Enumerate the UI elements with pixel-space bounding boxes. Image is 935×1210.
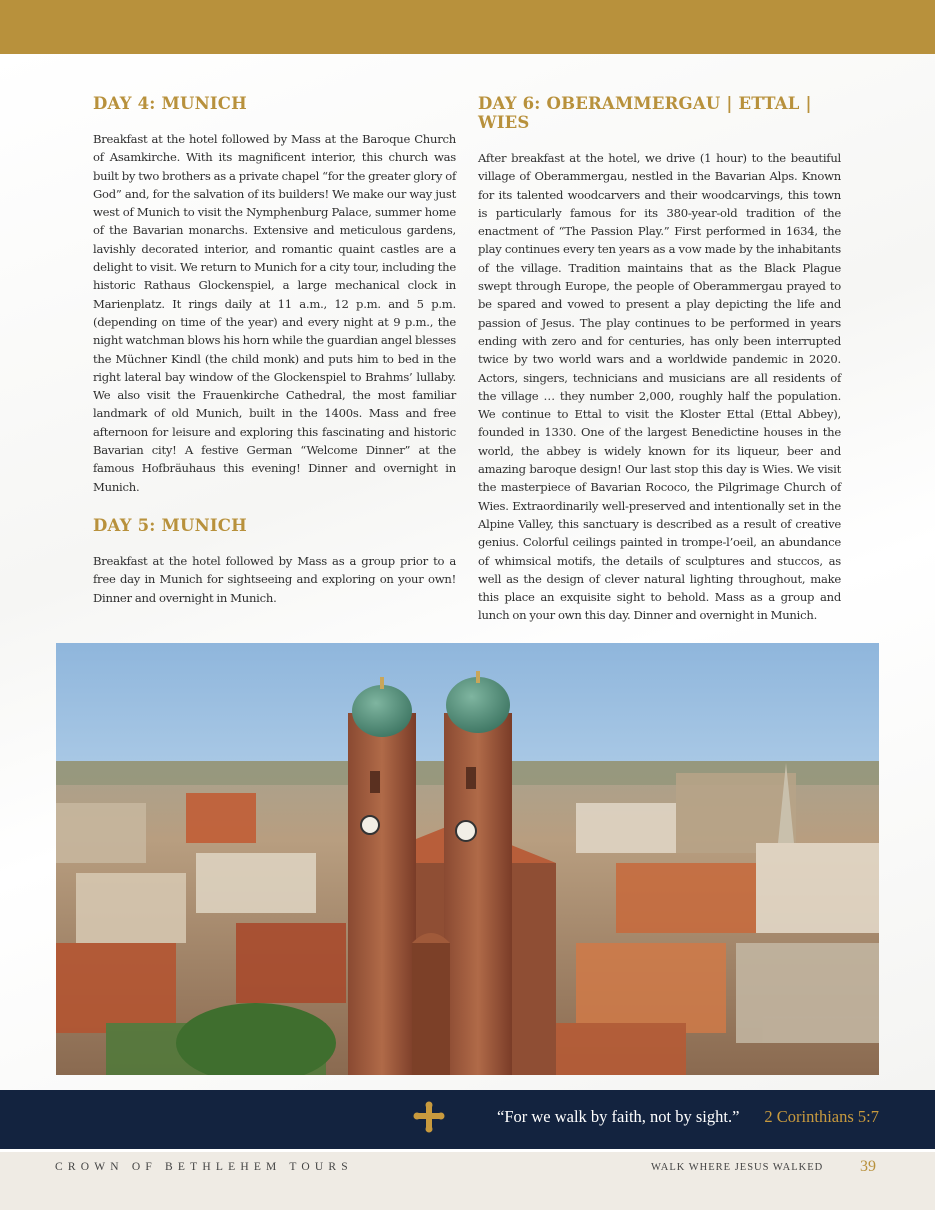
day5-body: Breakfast at the hotel followed by Mass as a group prior to a free day in Munich for sightseeing and exploring on your own! Dinner and overnight in Munich. — [93, 553, 456, 605]
footer-brand: CROWN OF BETHLEHEM TOURS — [55, 1161, 353, 1173]
ornate-cross-icon — [413, 1101, 445, 1133]
scripture-quote: “For we walk by faith, not by sight.” — [497, 1107, 740, 1126]
page-number: 39 — [860, 1158, 876, 1175]
day4-heading: DAY 4: MUNICH — [93, 94, 247, 113]
day6-body: After breakfast at the hotel, we drive (1 hour) to the beautiful village of Oberammergau, nestled in the Bavarian Alps. Known for its talented woodcarvers and their woodcarvings, this town is particularly famous for its 380-year-old tradition of the enactment of “The Passion Play.” First performed in 1634, the play continues every ten years as a vow made by the inhabitants of the village. Tradition maintains that as the Black Plague swept through Europe, the people of Oberammergau prayed to be spared and vowed to present a play depicting the life and passion of Jesus. The play continues to be performed in years ending with zero and for centuries, has only been interrupted twice by two world wars and a worldwide pandemic in 2020. Actors, singers, technicians and musicians are all residents of the village … they number 2,000, roughly half the population. We continue to Ettal to visit the Kloster Ettal (Ettal Abbey), founded in 1330. One of the largest Benedictine houses in the world, the abbey is widely known for its liqueur, beer and amazing baroque design! Our last stop this day is Wies. We visit the masterpiece of Bavarian Rococo, the Pilgrimage Church of Wies. Extraordinarily well-preserved and intentionally set in the Alpine Valley, this sanctuary is described as a result of creative genius. Colorful ceilings painted in trompe-l’oeil, an abundance of whimsical motifs, the details of sculptures and stuccos, as well as the design of clever natural lighting throughout, make this place an exquisite sight to behold. Mass as a group and lunch on your own this day. Dinner and overnight in Munich. — [478, 151, 841, 623]
munich-frauenkirche-aerial-photo — [56, 643, 879, 1075]
day5-heading: DAY 5: MUNICH — [93, 515, 247, 535]
scripture-reference: 2 Corinthians 5:7 — [764, 1107, 879, 1126]
top-gold-band — [0, 0, 935, 54]
footer — [0, 1149, 935, 1210]
day6-heading: DAY 6: OBERAMMERGAU | ETTAL | WIES — [478, 94, 812, 132]
left-column — [93, 94, 456, 607]
footer-tagline: WALK WHERE JESUS WALKED — [651, 1162, 824, 1173]
right-column — [478, 94, 841, 625]
day4-body: Breakfast at the hotel followed by Mass at the Baroque Church of Asamkirche. With its magnificent interior, this church was built by two brothers as a private chapel “for the greater glory of God” and, for the salvation of its builders! We make our way just west of Munich to visit the Nymphenburg Palace, summer home of the Bavarian monarchs. Extensive and meticulous gardens, lavishly decorated interior, and romantic quaint castles are a delight to visit. We return to Munich for a city tour, including the historic Rathaus Glockenspiel, a large mechanical clock in Marienplatz. It rings daily at 11 a.m., 12 p.m. and 5 p.m. (depending on time of the year) and every night at 9 p.m., the night watchman blows his horn while the guardian angel blesses the Müchner Kindl (the child monk) and puts him to bed in the right lateral bay window of the Glockenspiel to Brahms’ lullaby. We also visit the Frauenkirche Cathedral, the most familiar landmark of old Munich, built in the 1400s. Mass and free afternoon for leisure and exploring this fascinating and historic Bavarian city! A festive German “Welcome Dinner” at the famous Hofbräuhaus this evening! Dinner and overnight in Munich. — [93, 132, 456, 494]
